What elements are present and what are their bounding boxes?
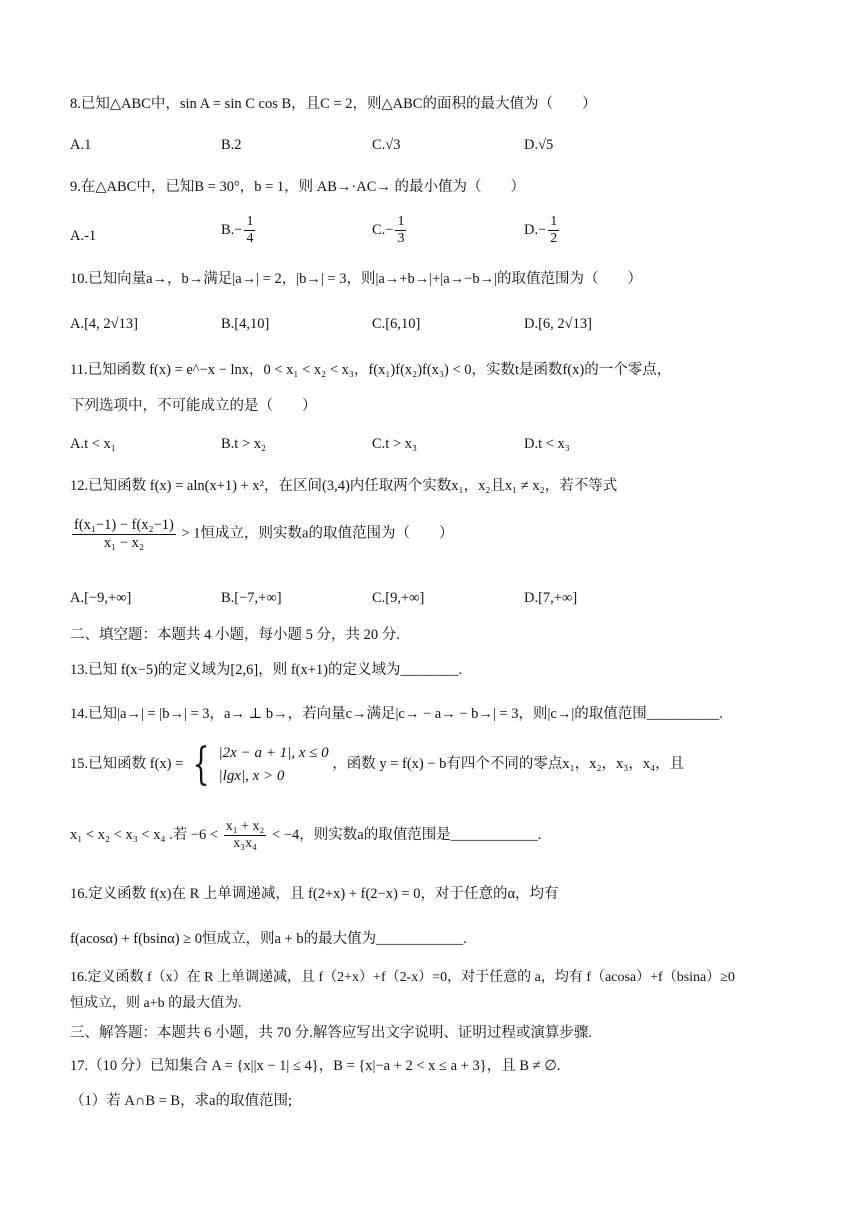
q16b-line2: 恒成立，则 a+b 的最大值为. xyxy=(70,996,242,1011)
q15-fraction xyxy=(224,819,267,852)
q15-left-brace: { xyxy=(192,738,210,790)
q14-stem: 14.已知|a→| = |b→| = 3，a→ ⊥ b→，若向量c→满足|c→ − a→ − b→| = 3，则|c→|的取值范围__________. xyxy=(70,706,723,722)
q10-option-c: C.[6,10] xyxy=(372,316,421,332)
q8-option-d: D.√5 xyxy=(524,137,554,153)
q8-stem: 8.已知△ABC中，sin A = sin C cos B，且C = 2，则△ABC的面积的最大值为（ ） xyxy=(70,96,597,112)
q10-option-a: A.[4, 2√13] xyxy=(70,316,138,332)
q11-option-a: A.t < x₁ xyxy=(70,436,116,452)
q16a-line2: f(acosα) + f(bsinα) ≥ 0恒成立，则a + b的最大值为____________. xyxy=(70,931,467,947)
q9-option-b-prefix: B.− xyxy=(221,221,243,238)
q10-option-d: D.[6, 2√13] xyxy=(524,316,592,332)
q16a-line1: 16.定义函数 f(x)在 R 上单调递减，且 f(2+x) + f(2−x) = 0，对于任意的α，均有 xyxy=(70,886,559,902)
q9-b-numerator: 1 xyxy=(244,214,255,231)
q15-line2 xyxy=(70,819,541,852)
q10-option-b: B.[4,10] xyxy=(221,316,270,332)
q9-option-c-fraction xyxy=(395,214,406,247)
q9-option-b xyxy=(221,214,257,247)
q9-option-a: A.-1 xyxy=(70,228,97,244)
q11-stem-continued: 下列选项中，不可能成立的是（ ） xyxy=(70,398,317,414)
q8-option-a: A.1 xyxy=(70,137,92,153)
section-solution-heading: 三、解答题：本题共 6 小题，共 70 分.解答应写出文字说明、证明过程或演算步骤. xyxy=(70,1025,592,1041)
section-fill-in-heading: 二、填空题：本题共 4 小题，每小题 5 分，共 20 分. xyxy=(70,627,400,643)
q9-d-denominator: 2 xyxy=(550,231,558,247)
q11-option-b: B.t > x₂ xyxy=(221,436,267,452)
q12-option-b: B.[−7,+∞] xyxy=(221,590,282,606)
q15-stem-continued: ，函数 y = f(x) − b有四个不同的零点x₁，x₂，x₃，x₄，且 xyxy=(332,755,685,772)
q9-option-d xyxy=(524,214,561,247)
q9-option-d-fraction xyxy=(548,214,559,247)
q17-stem: 17.（10 分）已知集合 A = {x||x − 1| ≤ 4}，B = {x|−a + 2 < x ≤ a + 3}，且 B ≠ ∅. xyxy=(70,1058,561,1074)
q12-fraction xyxy=(72,517,176,551)
q12-stem-continued: > 1恒成立，则实数a的取值范围为（ ） xyxy=(181,525,454,542)
q9-option-b-fraction xyxy=(244,214,255,247)
q12-option-d: D.[7,+∞] xyxy=(524,590,578,606)
q9-d-numerator: 1 xyxy=(548,214,559,231)
q16b-line1: 16.定义函数 f（x）在 R 上单调递减，且 f（2+x）+f（2-x）=0，对于任意的 a，均有 f（acosa）+f（bsina）≥0 xyxy=(70,970,735,985)
q12-option-c: C.[9,+∞] xyxy=(372,590,425,606)
q9-option-d-prefix: D.− xyxy=(524,221,547,238)
q10-stem: 10.已知向量a→，b→满足|a→| = 2，|b→| = 3，则|a→+b→|+|a→−b→|的取值范围为（ ） xyxy=(70,271,642,287)
q13-stem: 13.已知 f(x−5)的定义域为[2,6]，则 f(x+1)的定义域为________. xyxy=(70,662,463,678)
q12-inequality-line xyxy=(70,517,454,551)
q11-option-d: D.t < x₃ xyxy=(524,436,570,452)
q15-piecewise-cases xyxy=(219,742,329,787)
q15-case-2: |lgx|, x > 0 xyxy=(218,767,285,784)
q9-option-c-prefix: C.− xyxy=(372,221,394,238)
q12-stem: 12.已知函数 f(x) = aln(x+1) + x²，在区间(3,4)内任取两个实数x₁，x₂且x₁ ≠ x₂，若不等式 xyxy=(70,478,618,494)
q8-option-c: C.√3 xyxy=(372,137,401,153)
q9-c-denominator: 3 xyxy=(397,231,405,247)
q15-fraction-denominator: x₃x₄ xyxy=(233,836,257,852)
q12-fraction-denominator: x₁ − x₂ xyxy=(103,534,144,551)
q15-condition-prefix: x₁ < x₂ < x₃ < x₄ .若 −6 < xyxy=(70,826,219,843)
q12-fraction-numerator: f(x₁−1) − f(x₂−1) xyxy=(74,517,174,533)
q12-option-a: A.[−9,+∞] xyxy=(70,590,132,606)
q15-case-1: |2x − a + 1|, x ≤ 0 xyxy=(218,745,329,761)
q11-stem: 11.已知函数 f(x) = e^−x − lnx，0 < x₁ < x₂ < x₃，f(x₁)f(x₂)f(x₃) < 0，实数t是函数f(x)的一个零点， xyxy=(70,362,672,378)
q17-part1: （1）若 A∩B = B，求a的取值范围; xyxy=(70,1093,293,1109)
q15-function-label: 15.已知函数 f(x) = xyxy=(70,755,184,772)
q9-stem: 9.在△ABC中，已知B = 30°，b = 1，则 AB→·AC→ 的最小值为（ ） xyxy=(70,179,526,195)
q8-option-b: B.2 xyxy=(221,137,242,153)
q15-line1 xyxy=(70,738,685,790)
q9-c-numerator: 1 xyxy=(395,214,406,231)
q9-option-c xyxy=(372,214,408,247)
q15-condition-suffix: < −4，则实数a的取值范围是____________. xyxy=(272,826,542,843)
q9-b-denominator: 4 xyxy=(246,231,254,247)
q15-fraction-numerator: x₁ + x₂ xyxy=(224,819,267,836)
q11-option-c: C.t > x₃ xyxy=(372,436,418,452)
